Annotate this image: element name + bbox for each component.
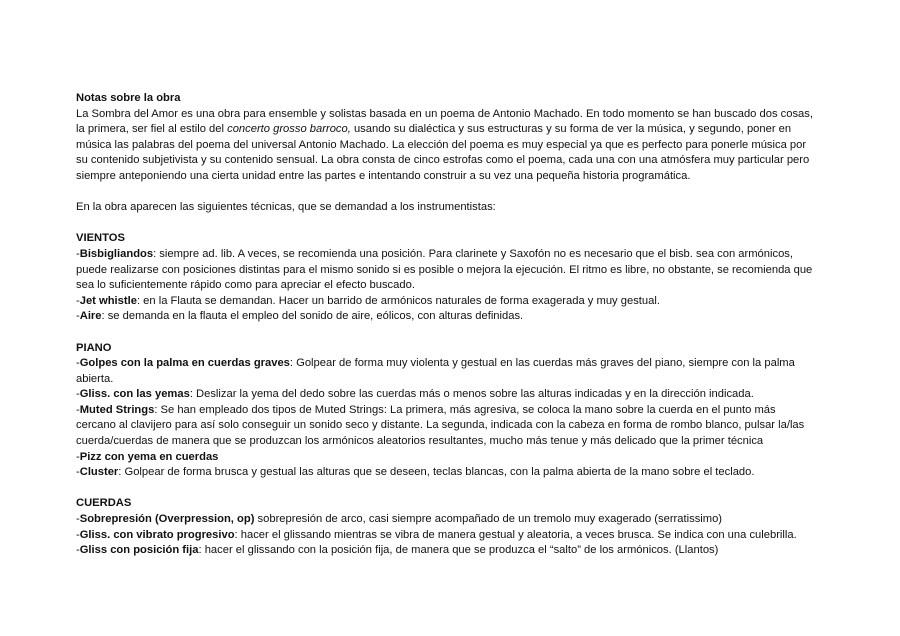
technique-item: -Golpes con la palma en cuerdas graves: Golpear de forma muy violenta y gestual en las cuerdas más graves del piano, siempre con la palma abierta. (76, 357, 795, 385)
technique-item: -Jet whistle: en la Flauta se demandan. Hacer un barrido de armónicos naturales de forma exagerada y muy gestual. (76, 294, 660, 307)
intro-emphasis: concerto grosso barroco, (227, 123, 351, 136)
section-heading-piano: PIANO (76, 341, 112, 354)
intro-text-a: La Sombra del Amor es una obra para ensemble y solistas basada en un poema de Antonio Machado. En todo momento se han buscado dos cosas, la primera, ser fiel al estilo del (76, 107, 813, 136)
technique-desc: : se demanda en la flauta el empleo del sonido de aire, eólicos, con alturas definidas. (101, 310, 524, 323)
technique-term: Gliss. con vibrato progresivo (79, 528, 235, 541)
technique-term: Gliss. con las yemas (79, 388, 190, 401)
technique-term: Bisbigliandos (79, 247, 154, 260)
technique-term: Cluster (79, 466, 119, 479)
technique-term: Gliss con posición fija (79, 544, 199, 557)
technique-item: -Sobrepresión (Overpression, op) sobrepresión de arco, casi siempre acompañado de un tremolo muy exagerado (serratissimo) (76, 513, 723, 526)
technique-term: Pizz con yema en cuerdas (79, 450, 219, 463)
intro-paragraph (76, 107, 816, 185)
technique-term: Muted Strings (79, 403, 155, 416)
technique-term: Jet whistle (79, 294, 137, 307)
technique-item: -Gliss. con vibrato progresivo: hacer el glissando mientras se vibra de manera gestual y aleatoria, a veces brusca. Se indica con una culebrilla. (76, 528, 797, 541)
technique-desc: sobrepresión de arco, casi siempre acompañado de un tremolo muy exagerado (serratissimo) (254, 513, 723, 526)
technique-item: -Muted Strings: Se han empleado dos tipos de Muted Strings: La primera, más agresiva, se coloca la mano sobre la cuerda en el punto más cercano al clavijero para así solo conseguir un sonido seco y distante. La segunda, indicada con la cabeza en forma de rombo blanco, pulsar la/las cuerda/cuerdas de manera que se produzcan los armónicos aleatorios resultantes, mucho más tenue y más delicado que la primer técnica (76, 403, 805, 448)
technique-desc: : hacer el glissando mientras se vibra de manera gestual y aleatoria, a veces brusca. Se indica con una culebrilla. (234, 528, 797, 541)
section-heading-vientos: VIENTOS (76, 232, 125, 245)
technique-term: Aire (79, 310, 102, 323)
technique-item: -Pizz con yema en cuerdas (76, 450, 219, 463)
technique-desc: : Golpear de forma brusca y gestual las alturas que se deseen, teclas blancas, con la palma abierta de la mano sobre el teclado. (118, 466, 755, 479)
technique-term: Golpes con la palma en cuerdas graves (79, 357, 290, 370)
technique-item: -Aire: se demanda en la flauta el empleo del sonido de aire, eólicos, con alturas definidas. (76, 310, 524, 323)
technique-desc: : Deslizar la yema del dedo sobre las cuerdas más o menos sobre las alturas indicadas y en la dirección indicada. (189, 388, 754, 401)
intro-text-b: usando su dialéctica y sus estructuras y su forma de ver la música, y segundo, poner en música las palabras del poema del universal Antonio Machado. La elección del poema es muy especial ya que es perfecto para ponerle música por su contenido subjetivista y su contenido sensual. La obra consta de cinco estrofas como el poema, cada una con una atmósfera muy particular pero siempre anteponiendo una cierta unidad entre las partes e intentando construir a su vez una pequeña historia programática. (76, 123, 810, 182)
techniques-intro: En la obra aparecen las siguientes técnicas, que se demandad a los instrumentistas: (76, 201, 496, 214)
technique-item: -Gliss. con las yemas: Deslizar la yema del dedo sobre las cuerdas más o menos sobre las alturas indicadas y en la dirección indicada. (76, 388, 754, 401)
technique-item: -Gliss con posición fija: hacer el glissando con la posición fija, de manera que se produzca el “salto” de los armónicos. (Llantos) (76, 544, 719, 557)
technique-item: -Bisbigliandos: siempre ad. lib. A veces, se recomienda una posición. Para clarinete y Saxofón no es necesario que el bisb. sea con armónicos, puede realizarse con posiciones distintas para el mismo sonido si es posible o mejora la ejecución. El ritmo es libre, no obstante, se recomienda que sea lo suficientemente rápido como para apreciar el efecto buscado. (76, 247, 813, 292)
technique-term: Sobrepresión (Overpression, op) (79, 513, 255, 526)
notes-title: Notas sobre la obra (76, 92, 181, 104)
technique-desc: : hacer el glissando con la posición fija, de manera que se produzca el “salto” de los armónicos. (Llantos) (198, 544, 719, 557)
technique-item: -Cluster: Golpear de forma brusca y gestual las alturas que se deseen, teclas blancas, con la palma abierta de la mano sobre el teclado. (76, 466, 755, 479)
technique-desc: : siempre ad. lib. A veces, se recomienda una posición. Para clarinete y Saxofón no es necesario que el bisb. sea con armónicos, puede realizarse con posiciones distintas para el mismo sonido si es posible o mejora la ejecución. El ritmo es libre, no obstante, se recomienda que sea lo suficientemente rápido como para apreciar el efecto buscado. (76, 247, 813, 292)
document-body (76, 91, 816, 559)
technique-desc: : Golpear de forma muy violenta y gestual en las cuerdas más graves del piano, siempre con la palma abierta. (76, 357, 795, 385)
technique-desc: : Se han empleado dos tipos de Muted Strings: La primera, más agresiva, se coloca la mano sobre la cuerda en el punto más cercano al clavijero para así solo conseguir un sonido seco y distante. La segunda, indicada con la cabeza en forma de rombo blanco, pulsar la/las cuerda/cuerdas de manera que se produzcan los armónicos aleatorios resultantes, mucho más tenue y más delicado que la primer técnica (76, 403, 805, 448)
technique-desc: : en la Flauta se demandan. Hacer un barrido de armónicos naturales de forma exagerada y muy gestual. (136, 294, 660, 307)
section-heading-cuerdas: CUERDAS (76, 497, 132, 510)
